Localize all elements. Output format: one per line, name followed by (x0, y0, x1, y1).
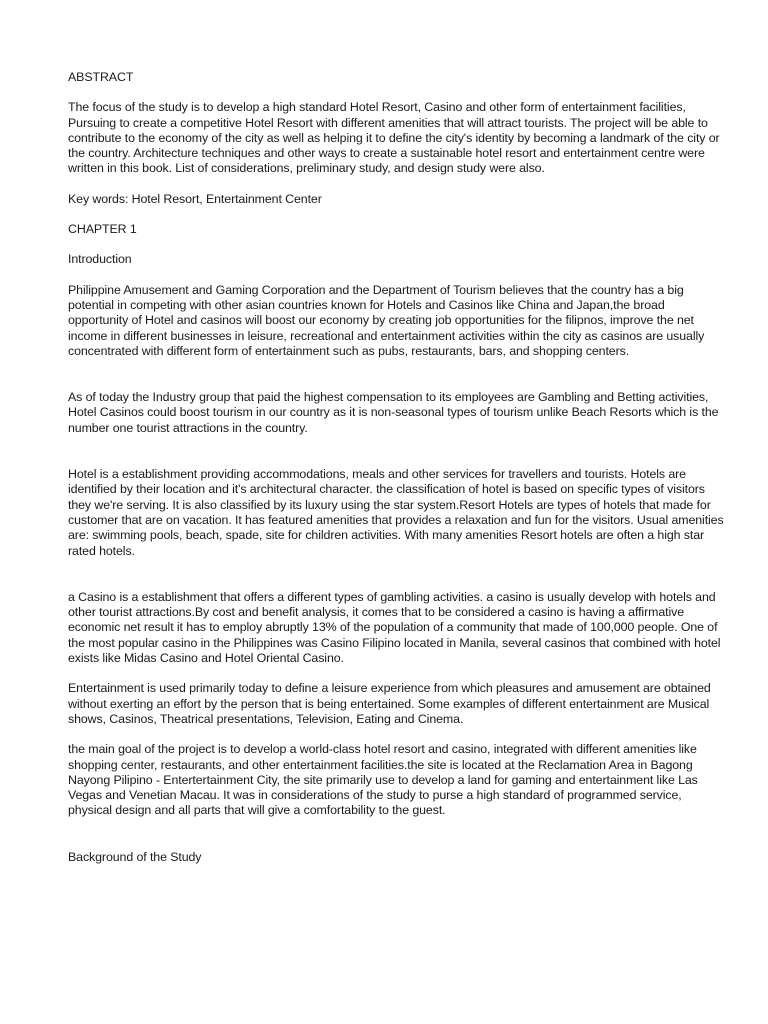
intro-paragraph-3: Hotel is a establishment providing accommodations, meals and other services for travellers and tourists. Hotels are identified by their location and it's architectural character. the classification of hotel is based on specific types of visitors they we're serving. It is also classified by its luxury using the star system.Resort Hotels are types of hotels that made for customer that are on vacation. It has featured amenities that provides a relaxation and fun for the visitors. Usual amenities are: swimming pools, beach, spade, site for children activities. With many amenities Resort hotels are often a high star rated hotels. (68, 467, 724, 558)
intro-paragraph-4: a Casino is a establishment that offers a different types of gambling activities. a casino is usually develop with hotels and other tourist attractions.By cost and benefit analysis, it comes that to be considered a casino is having a affirmative economic net result it has to employ abruptly 13% of the population of a community that made of 100,000 people. One of the most popular casino in the Philippines was Casino Filipino located in Manila, several casinos that combined with hotel exists like Midas Casino and Hotel Oriental Casino. (68, 589, 721, 666)
intro-paragraph-5: Entertainment is used primarily today to define a leisure experience from which pleasures and amusement are obtained without exerting an effort by the person that is being entertained. Some examples of different entertainment are Musical shows, Casinos, Theatrical presentations, Television, Eating and Cinema. (68, 681, 711, 726)
intro-paragraph-2: As of today the Industry group that paid the highest compensation to its employees are Gambling and Betting activities, Hotel Casinos could boost tourism in our country as it is non-seasonal types of tourism unlike Beach Resorts which is the number one tourist attractions in the country. (68, 390, 719, 435)
chapter-heading: CHAPTER 1 (68, 222, 137, 237)
abstract-paragraph: The focus of the study is to develop a high standard Hotel Resort, Casino and other form of entertainment facilities, Pursuing to create a competitive Hotel Resort with different amenities that will attract tourists. The project will be able to contribute to the economy of the city as well as helping it to define the city's identity by becoming a landmark of the city or the country. Architecture techniques and other ways to create a sustainable hotel resort and entertainment centre were written in this book. List of considerations, preliminary study, and design study were also. (68, 100, 720, 176)
introduction-heading: Introduction (68, 252, 132, 267)
abstract-heading: ABSTRACT (68, 70, 134, 84)
intro-paragraph-6: the main goal of the project is to develop a world-class hotel resort and casino, integrated with different amenities like shopping center, restaurants, and other entertainment facilities.the site is located at the Reclamation Area in Bagong Nayong Pilipino - Entertertainment City, the site primarily use to develop a land for gaming and entertainment like Las Vegas and Venetian Macau. It was in considerations of the study to purse a high standard of programmed service, physical design and all parts that will give a comfortability to the guest. (68, 742, 698, 818)
background-heading: Background of the Study (68, 849, 202, 864)
keywords-line: Key words: Hotel Resort, Entertainment Center (68, 191, 322, 206)
intro-paragraph-1: Philippine Amusement and Gaming Corporation and the Department of Tourism believes that the country has a big potential in competing with other asian countries known for Hotels and Casinos like China and Japan,the broad opportunity of Hotel and casinos will boost our economy by creating job opportunities for the filipnos, improve the net income in different businesses in leisure, recreational and entertainment activities within the city as casinos are usually concentrated with different form of entertainment such as pubs, restaurants, bars, and shopping centers. (68, 282, 705, 358)
